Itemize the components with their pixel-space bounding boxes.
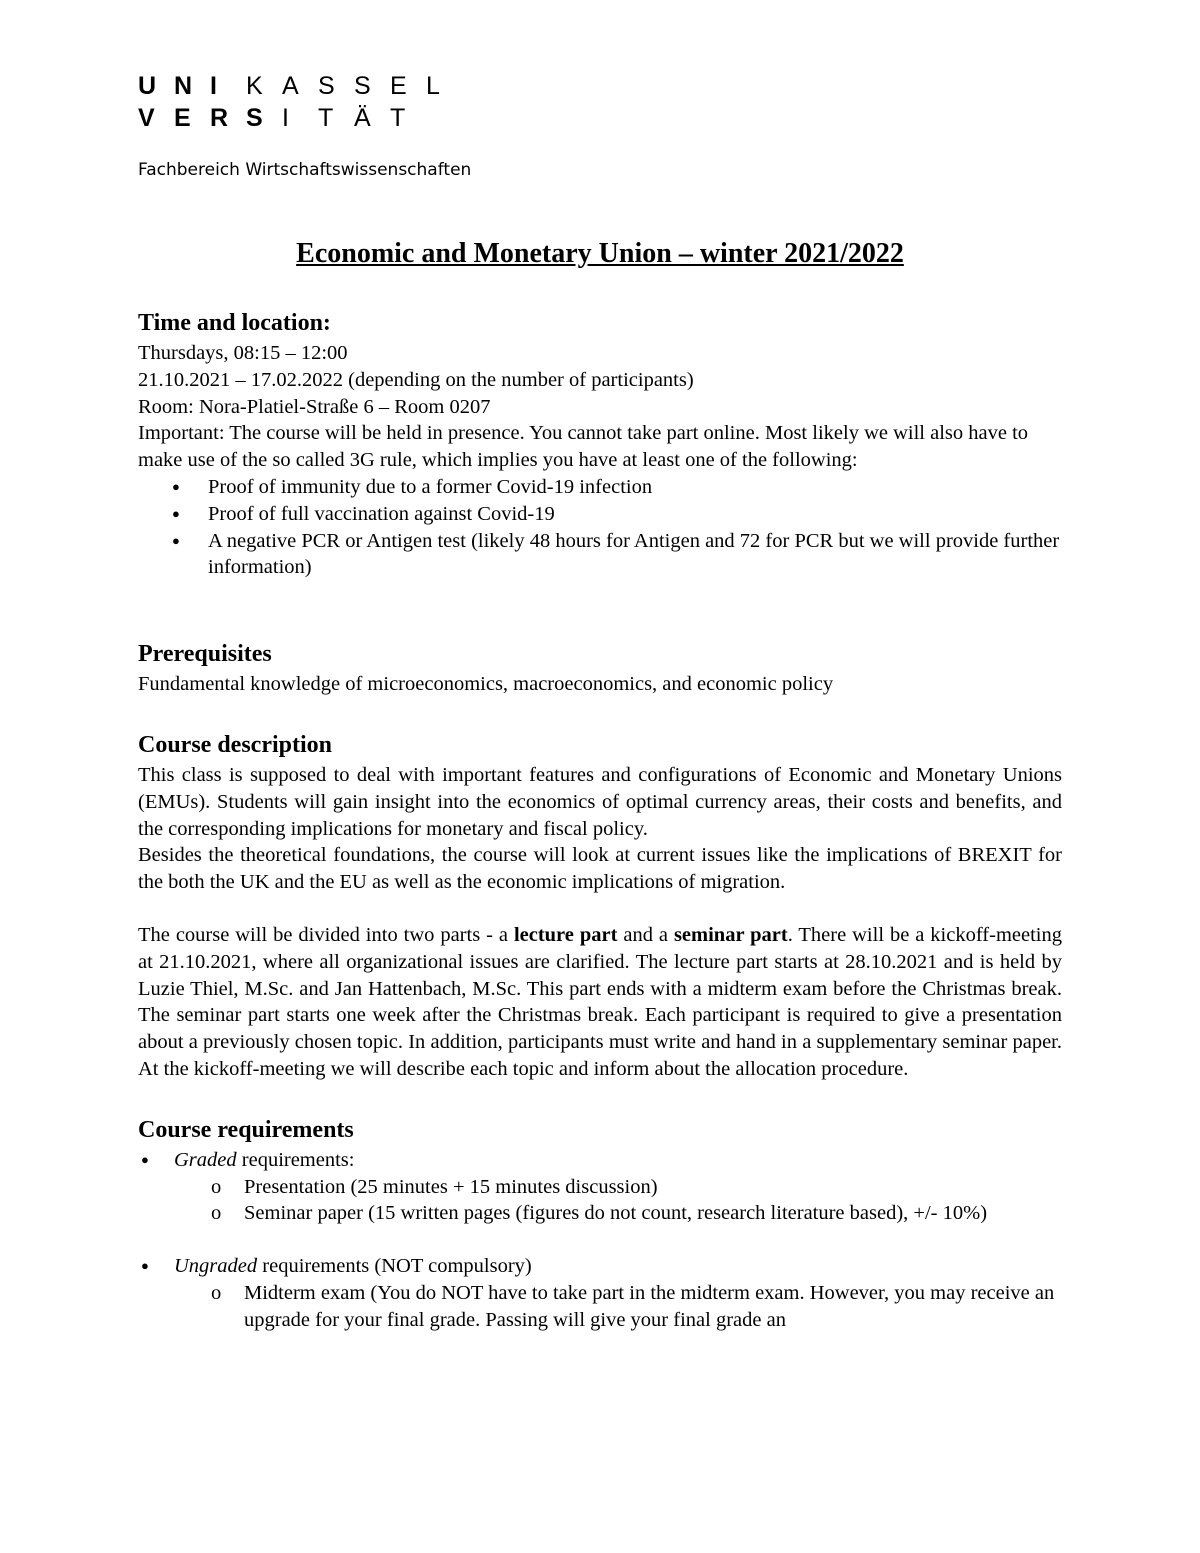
course-dates: 21.10.2021 – 17.02.2022 (depending on the number of participants) [138, 368, 694, 391]
list-item: o Seminar paper (15 written pages (figures do not count, research literature based), +/- 10%) [244, 1200, 1062, 1227]
logo-letter: A [282, 72, 299, 100]
document-body [138, 306, 1062, 1334]
list-item: o Midterm exam (You do NOT have to take part in the midterm exam. However, you may receive an upgrade for your final grade. Passing will give your final grade an [244, 1280, 1062, 1334]
requirements-list [138, 1147, 1062, 1334]
text-run: requirements: [236, 1148, 355, 1171]
list-item: ● A negative PCR or Antigen test (likely 48 hours for Antigen and 72 for PCR but we will provide further information) [208, 528, 1062, 582]
list-item: ● Proof of immunity due to a former Covid-19 infection [208, 474, 1062, 501]
description-paragraph: Besides the theoretical foundations, the course will look at current issues like the implications of BREXIT for the both the UK and the EU as well as the economic implications of migration. [138, 844, 1062, 894]
course-description-section [138, 728, 1062, 1083]
list-item: ● Proof of full vaccination against Covid-19 [208, 501, 1062, 528]
text-run: requirements (NOT compulsory) [257, 1255, 532, 1278]
lecture-part-emphasis: lecture part [513, 923, 618, 946]
ungraded-items [174, 1280, 1062, 1334]
logo-letter: L [426, 72, 440, 100]
graded-label: Graded [174, 1148, 237, 1171]
prerequisites-heading: Prerequisites [138, 641, 272, 668]
time-location-section [138, 306, 1062, 581]
graded-items [174, 1174, 1062, 1228]
ungraded-label: Ungraded [174, 1255, 258, 1278]
description-paragraph: This class is supposed to deal with important features and configurations of Economic and Monetary Unions (EMUs). Students will gain insight into the economics of optimal currency areas, their costs and benefits, and the corresponding implications for monetary and fiscal policy. [138, 763, 1062, 840]
course-requirements-heading: Course requirements [138, 1116, 354, 1143]
logo-letter: Ä [354, 104, 371, 132]
logo-letter: I [210, 72, 217, 100]
text-run: and a [617, 923, 674, 946]
description-paragraph [138, 922, 1062, 1083]
time-location-heading: Time and location: [138, 310, 331, 336]
seminar-part-emphasis: seminar part [673, 923, 788, 946]
department-name: Fachbereich Wirtschaftswissenschaften [138, 160, 472, 180]
logo-letter: K [246, 72, 263, 100]
logo-letter: V [138, 104, 155, 132]
logo-letter: S [246, 104, 263, 132]
logo-row-1 [138, 70, 462, 102]
course-requirements-section [138, 1113, 1062, 1334]
prerequisites-text: Fundamental knowledge of microeconomics, macroeconomics, and economic policy [138, 673, 834, 696]
page-title: Economic and Monetary Union – winter 2021/2022 [296, 238, 904, 269]
3g-rule-list [138, 474, 1062, 581]
text-run: . There will be a kickoff-meeting at 21.10.2021, where all organizational issues are clarified. The lecture part starts at 28.10.2021 and is held by Luzie Thiel, M.Sc. and Jan Hattenbach, M.Sc. This part ends with a midterm exam before the Christmas break. The seminar part starts one week after the Christmas break. Each participant is required to give a presentation about a previously chosen topic. In addition, participants must write and hand in a supplementary seminar paper. At the kickoff-meeting we will describe each topic and inform about the allocation procedure. [138, 923, 1062, 1080]
logo-letter: E [390, 72, 407, 100]
room: Room: Nora-Platiel-Straße 6 – Room 0207 [138, 395, 491, 418]
logo-letter: R [210, 104, 229, 132]
logo-letter: U [138, 72, 157, 100]
day-time: Thursdays, 08:15 – 12:00 [138, 342, 348, 364]
important-note: Important: The course will be held in presence. You cannot take part online. Most likely we will also have to make use of the so called 3G rule, which implies you have at least one of the following: [138, 422, 1029, 472]
ungraded-requirements [174, 1253, 1062, 1333]
prerequisites-section [138, 637, 1062, 698]
logo-letter: E [174, 104, 191, 132]
logo-letter: I [282, 104, 289, 132]
university-logo [138, 70, 462, 134]
text-run: The course will be divided into two parts - a [138, 923, 514, 946]
logo-letter: S [318, 72, 335, 100]
list-item: o Presentation (25 minutes + 15 minutes discussion) [244, 1174, 1062, 1201]
graded-requirements [174, 1147, 1062, 1227]
logo-letter: T [390, 104, 406, 132]
logo-letter: S [354, 72, 371, 100]
logo-letter: T [318, 104, 334, 132]
course-description-heading: Course description [138, 731, 332, 758]
logo-letter: N [174, 72, 193, 100]
logo-row-2 [138, 102, 462, 134]
